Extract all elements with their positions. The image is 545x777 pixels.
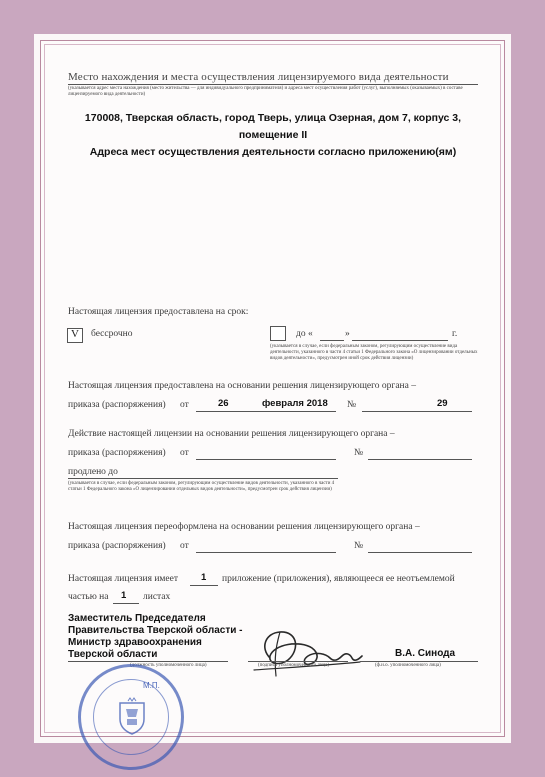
basis-number: 29 (437, 398, 448, 409)
extended-until: продлено до (68, 467, 118, 477)
location-title: Место нахождения и места осуществления лицензируемого вида деятельности (68, 71, 449, 83)
extension-until-line (68, 478, 338, 479)
location-subnote: (указывается адрес места нахождения (место жительства — для индивидуального предпринимателя) и адреса мест осуществления работ (услуг), выполняемых (оказываемых) в составе лицензируемого вида деятельности) (68, 86, 463, 97)
until-suffix: г. (452, 329, 458, 339)
reissue-line: Настоящая лицензия переоформлена на основании решения лицензирующего органа – (68, 522, 420, 532)
checkbox-mark: V (71, 328, 79, 340)
until-day-line (320, 340, 344, 341)
until-checkbox[interactable] (270, 326, 286, 341)
basis-day: 26 (218, 398, 229, 409)
signatory-line-2: Правительства Тверской области - (68, 625, 243, 636)
basis-number-line (362, 411, 472, 412)
term-note: (указывается в случае, если федеральным законом, регулирующим осуществление вида деятельности, указанного в части 4 статьи 1 Федерального закона «О лицензировании отдельных видов деятельности», предусмотрен иной срок действия лицензии) (270, 344, 478, 361)
address-line-1: 170008, Тверская область, город Тверь, улица Озерная, дом 7, корпус 3, (84, 112, 462, 124)
rule (68, 84, 478, 85)
basis-num-sign: № (347, 400, 357, 410)
reissue-num-sign: № (354, 541, 364, 551)
extension-num-sign: № (354, 448, 364, 458)
signatory-line-4: Тверской области (68, 649, 158, 660)
address-line-2: помещение II (238, 129, 308, 141)
attachments-count-line (190, 585, 218, 586)
until-date-line (352, 340, 448, 341)
attachments-suffix: приложение (приложения), являющееся ее неотъемлемой (222, 574, 455, 584)
position-line (68, 661, 228, 662)
sheets-count: 1 (121, 590, 127, 601)
extension-number-line (368, 459, 472, 460)
reissue-date-line (196, 552, 336, 553)
position-caption: (должность уполномоченного лица) (130, 663, 207, 668)
official-seal (78, 664, 184, 770)
basis-line: Настоящая лицензия предоставлена на основании решения лицензирующего органа – (68, 381, 416, 391)
extension-from: от (180, 448, 189, 458)
basis-order-label: приказа (распоряжения) (68, 400, 166, 410)
basis-date-line (196, 411, 336, 412)
until-prefix: до « (296, 329, 313, 339)
until-mid: » (345, 329, 350, 339)
sheets-label: листах (143, 592, 171, 602)
extension-date-line (196, 459, 336, 460)
signature-caption: (подпись уполномоченного лица) (258, 663, 330, 668)
signatory-name: В.А. Синода (395, 648, 456, 659)
unlimited-checkbox[interactable] (67, 328, 83, 343)
reissue-number-line (368, 552, 472, 553)
extension-line: Действие настоящей лицензии на основании решения лицензирующего органа – (68, 429, 395, 439)
address-line-3: Адреса мест осуществления деятельности согласно приложению(ям) (89, 146, 457, 158)
attachments-prefix: Настоящая лицензия имеет (68, 574, 179, 584)
stamp-text: М.П. (143, 681, 160, 690)
signatory-line-3: Министр здравоохранения (68, 637, 202, 648)
watermark (150, 160, 400, 205)
coat-of-arms-icon (117, 697, 147, 735)
sheets-line (113, 603, 139, 604)
unlimited-label: бессрочно (91, 329, 133, 339)
reissue-from: от (180, 541, 189, 551)
extension-order-label: приказа (распоряжения) (68, 448, 166, 458)
signature-line (248, 661, 348, 662)
basis-from: от (180, 400, 189, 410)
attachments-part-prefix: частью на (68, 592, 109, 602)
reissue-order-label: приказа (распоряжения) (68, 541, 166, 551)
attachments-count: 1 (201, 572, 207, 583)
term-label: Настоящая лицензия предоставлена на срок: (68, 307, 249, 317)
signature (240, 618, 370, 688)
signatory-line-1: Заместитель Председателя (68, 613, 206, 624)
extension-note: (указывается в случае, если федеральным законом, регулирующим осуществление видов деятельности, указанного в части 4 статьи 1 Федерального закона «О лицензировании отдельных видов деятельности», предусмотрен срок действия лицензии) (68, 481, 335, 492)
basis-month-year: февраля 2018 (262, 398, 328, 409)
name-caption: (ф.и.о. уполномоченного лица) (375, 663, 441, 668)
name-line (360, 661, 478, 662)
